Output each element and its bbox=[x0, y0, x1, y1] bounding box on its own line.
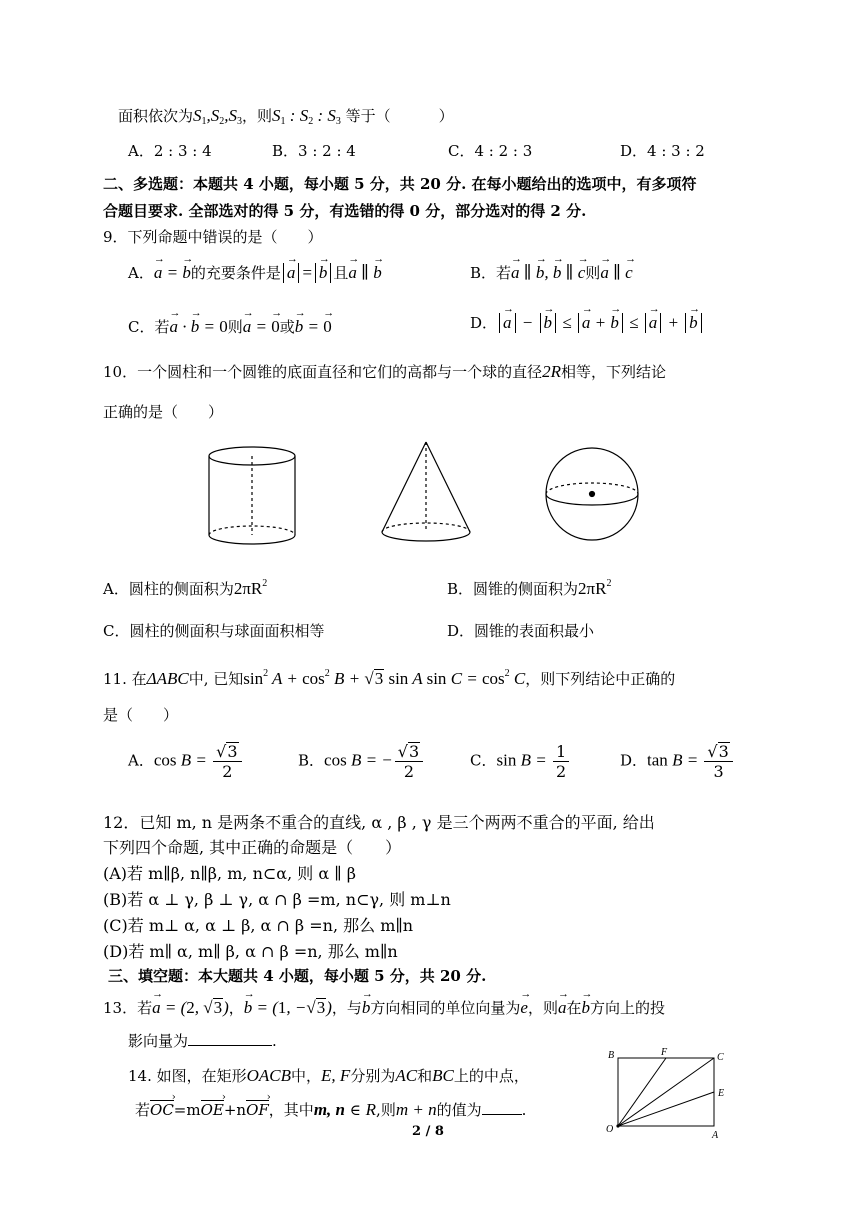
section2-heading-line2: 合题目要求. 全部选对的得 5 分，有选错的得 0 分，部分选对的得 2 分. bbox=[103, 202, 587, 220]
q13-stem-line1: 13．若→ a = (2, √3)，→ b = (1, −√3)，与→ b方向相同的单位向量为→ e，则→ a在→ b方向上的投 bbox=[103, 998, 665, 1018]
fig-label-e: E bbox=[718, 1088, 725, 1099]
q9-option-a: A．→ a = → b的充要条件是→ a =→ b 且→ a ∥ → b bbox=[128, 263, 382, 283]
q8-option-b: B．3 : 2 : 4 bbox=[272, 142, 356, 160]
fig-label-o: O bbox=[606, 1124, 614, 1135]
q12-stem-line1: 12．已知 m, n 是两条不重合的直线, α , β , γ 是三个两两不重合的平面, 给出 bbox=[103, 813, 655, 832]
q12-option-c: (C)若 m⊥ α, α ⊥ β, α ∩ β =n, 那么 m∥n bbox=[103, 916, 414, 935]
q11-option-d: D．tan B = $\frac{√3}{3}$ bbox=[620, 742, 735, 781]
section3-heading: 三、填空题：本大题共 4 小题，每小题 5 分，共 20 分. bbox=[108, 967, 487, 985]
q11-option-c: C．sin B = $\frac{1}{2}$ bbox=[470, 742, 571, 781]
fig-label-f: F bbox=[661, 1047, 668, 1058]
q13-stem-line2: 影向量为 . bbox=[128, 1032, 277, 1050]
fig-label-c: C bbox=[717, 1052, 724, 1063]
q10-option-c: C．圆柱的侧面积与球面面积相等 bbox=[103, 622, 325, 640]
q12-stem-line2: 下列四个命题, 其中正确的命题是（ ） bbox=[103, 838, 402, 857]
q11-stem-line2: 是（ ） bbox=[103, 706, 179, 724]
q12-option-d: (D)若 m∥ α, m∥ β, α ∩ β =n, 那么 m∥n bbox=[103, 942, 398, 961]
cone-figure bbox=[382, 442, 470, 541]
section2-heading-line1: 二、多选题：本题共 4 小题，每小题 5 分，共 20 分. 在每小题给出的选项中，有多项符 bbox=[103, 175, 697, 193]
q10-stem-line1: 10．一个圆柱和一个圆锥的底面直径和它们的高都与一个球的直径2R相等，下列结论 bbox=[103, 362, 666, 381]
q11-stem-line1: 11. 在ΔABC中, 已知$\sin^2 A + \cos^2 B + √3$ sin A $\sin C = \cos^2 C$，则下列结论中正确的 bbox=[103, 668, 676, 688]
q10-solids-figure bbox=[200, 440, 660, 560]
q9-option-b: B．若→ a ∥ → b, → b ∥ → c则→ a ∥ → c bbox=[470, 263, 633, 283]
q11-option-a: A．cos B = $\frac{√3}{2}$ bbox=[128, 742, 244, 781]
q12-option-a: (A)若 m∥β, n∥β, m, n⊂α, 则 α ∥ β bbox=[103, 864, 356, 883]
q14-stem-line1: 14. 如图，在矩形OACB中，E, F分别为AC和BC上的中点， bbox=[128, 1066, 529, 1085]
q14-stem-line2: 若OC ›=mOE ›+nOF ›，其中m, n ∈ R,则m + n的值为 . bbox=[135, 1100, 526, 1120]
q8-option-a: A．2 : 3 : 4 bbox=[128, 142, 212, 160]
q8-option-d: D．4 : 3 : 2 bbox=[620, 142, 705, 160]
fig-label-a: A bbox=[712, 1130, 719, 1141]
q9-option-c: C．若→ a · → b = 0则→ a = → 0或→ b = → 0 bbox=[128, 317, 332, 337]
q10-option-a: A．圆柱的侧面积为$2\pi R^2$ bbox=[103, 578, 268, 598]
q12-option-b: (B)若 α ⊥ γ, β ⊥ γ, α ∩ β =m, n⊂γ, 则 m⊥n bbox=[103, 890, 451, 909]
q9-stem: 9．下列命题中错误的是（ ） bbox=[103, 228, 323, 246]
q10-stem-line2: 正确的是（ ） bbox=[103, 403, 224, 421]
q14-answer-blank bbox=[482, 1114, 522, 1115]
q8-stem: 面积依次为$S_1,S_2,S_3$，则$S_1$ : $S_2$ : $S_3$ 等于（ ） bbox=[118, 106, 454, 127]
sphere-figure bbox=[546, 448, 638, 540]
q11-option-b: B．cos B = − $\frac{√3}{2}$ bbox=[298, 742, 425, 781]
q13-answer-blank bbox=[188, 1045, 272, 1046]
cylinder-figure bbox=[209, 447, 295, 544]
q14-rectangle-figure bbox=[600, 1046, 730, 1142]
page-number: 2 / 8 bbox=[412, 1124, 444, 1139]
q10-option-d: D．圆锥的表面积最小 bbox=[447, 622, 595, 640]
q8-option-c: C．4 : 2 : 3 bbox=[448, 142, 533, 160]
fig-label-b: B bbox=[608, 1050, 615, 1061]
q10-option-b: B．圆锥的侧面积为$2\pi R^2$ bbox=[447, 578, 612, 598]
q9-option-d: D．→ a − → b ≤ → a + → b ≤ → a + → b bbox=[470, 313, 704, 333]
